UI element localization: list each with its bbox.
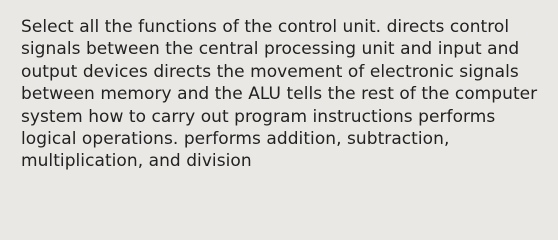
question-text: Select all the functions of the control unit. directs control signals between the central processing unit and input and output devices directs the movement of electronic signals between memory and the ALU tells the rest of the computer system how to carry out program instructions performs logical operations. performs addition, subtraction, multiplication, and division [21,17,538,172]
